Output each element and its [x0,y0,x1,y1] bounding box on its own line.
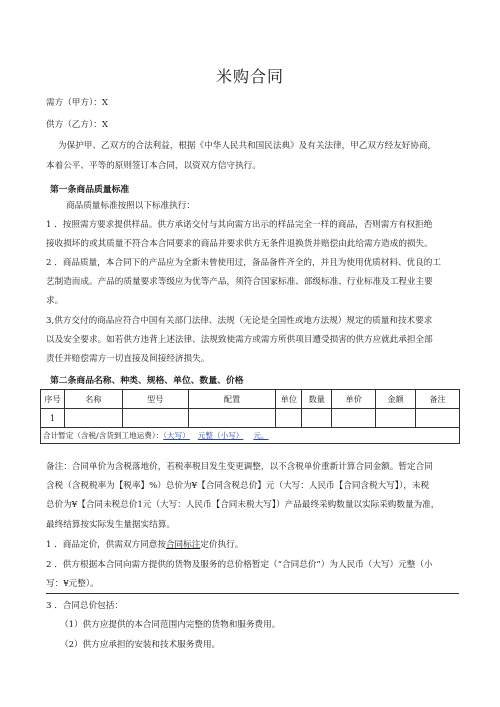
section1-item-line: 1 ．按照需方要求提供样品。供方承诺交付与其向需方出示的样品完全一样的商品，否则需方有权拒绝 [46,220,433,230]
section1-heading: 第一条商品质量标准 [50,185,130,195]
table-header-cell: 配置 [188,390,276,409]
note-line: 总价为¥【合同未税总价1元（大写：人民币【合同未税大写】）产品最终采购数量以实际采购数量为准， [46,500,440,510]
table-header-cell: 名称 [64,390,122,409]
table-cell [122,409,188,428]
included-cost-item: （2）供方应承担的安装和技术服务费用。 [60,640,221,650]
table-cell [276,409,302,428]
pricing-clause-1-pre: 1 ．商品定价，供需双方同意按 [46,540,166,550]
pricing-clause-2-line: 2 ．供方根据本合同向需方提供的货物及服务的总价格暂定（“合同总价”）为人民币（大写）元整（小 [46,560,433,570]
pricing-clause-1 [46,540,243,551]
note-line: 备注：合同单价为含税落地价，若税率税目发生变更调整，以不含税单价重新计算合同金额。暂定合同 [46,462,433,472]
sum-label: 合计暂定（含税/含货到工地运费）： [43,431,164,440]
table-cell [416,409,460,428]
section1-item-line: 以及安全要求。如若供方违背上述法律、法规致使需方或需方所供项目遭受损害的供方应就此承担全部 [46,335,433,345]
table-header-cell: 备注 [416,390,460,409]
intro-line-2: 本着公平、平等的原则签订本合同，以资双方信守执行。 [46,161,261,171]
table-cell [332,409,376,428]
table-header-cell: 单价 [332,390,376,409]
section1-lead: 商品质量标准按照以下标准执行： [66,201,195,211]
note-line: 最终结算按实际发生量据实结算。 [46,520,175,530]
table-cell [188,409,276,428]
contract-annotation-link[interactable]: 合同标注 [165,540,201,550]
table-header-cell: 序号 [41,390,65,409]
section1-item-line: 求。 [46,296,64,306]
table-header-cell: 数量 [302,390,332,409]
pricing-clause-2-line: 写：¥元整）。 [46,579,99,589]
section1-item-line: 接收损坏的或其质量不符合本合同要求的商品并要求供方无条件退换货并赔偿由此给需方造成的损失。 [46,239,433,249]
note-line: 含税（含税税率为【税率】%）总价为¥【合同含税总价】元（大写：人民币【合同含税大写】），未税 [46,481,430,491]
table-sum-row [41,428,460,444]
buyer-line: 需方（甲方）：X [46,98,108,108]
document-title: 米购合同 [215,67,284,86]
section2-heading: 第二条商品名称、种类、规格、单位、数量、价格 [50,376,244,386]
sum-upper: （大写） [163,431,190,440]
section1-item-line: 责任并赔偿需方一切直接及间接经济损失。 [46,354,210,364]
section1-item-line: 2 ．商品质量，本合同下的产品应为全新未曾使用过，备品备件齐全的，并且为使用优质材料、优良的工 [46,258,441,268]
pricing-clause-3: 3 ．合同总价包括： [46,601,123,611]
seller-line: 供方（乙方）：X [46,120,108,130]
product-table [40,389,460,444]
pricing-clause-1-post: 定价执行。 [200,540,244,550]
divider-line [46,593,459,594]
sum-lower: 元整（小写） [197,431,244,440]
table-cell [376,409,416,428]
table-header-cell: 单位 [276,390,302,409]
intro-line-1: 为保护甲、乙双方的合法利益，根据《中华人民共和国民法典》及有关法律，甲乙双方经友好协商， [58,141,437,151]
table-header-cell: 金额 [376,390,416,409]
table-sum-cell [41,428,460,444]
table-cell: 1 [41,409,65,428]
section1-item-line: 3,供方交付的商品应符合中国有关部门法律、法规（无论是全国性或地方法规）规定的质量和技术要求 [46,316,433,326]
section1-item-line: 艺制造而成。产品的质量要求等级应为优等产品，须符合国家标准、部级标准、行业标准及工程业主要 [46,277,433,287]
table-cell [64,409,122,428]
table-header-cell: 型号 [122,390,188,409]
table-row [41,409,460,428]
included-cost-item: （1）供方应提供的本合同范围内完整的货物和服务费用。 [60,620,281,630]
sum-unit: 元。 [253,431,269,440]
table-header-row [41,390,460,409]
table-cell [302,409,332,428]
